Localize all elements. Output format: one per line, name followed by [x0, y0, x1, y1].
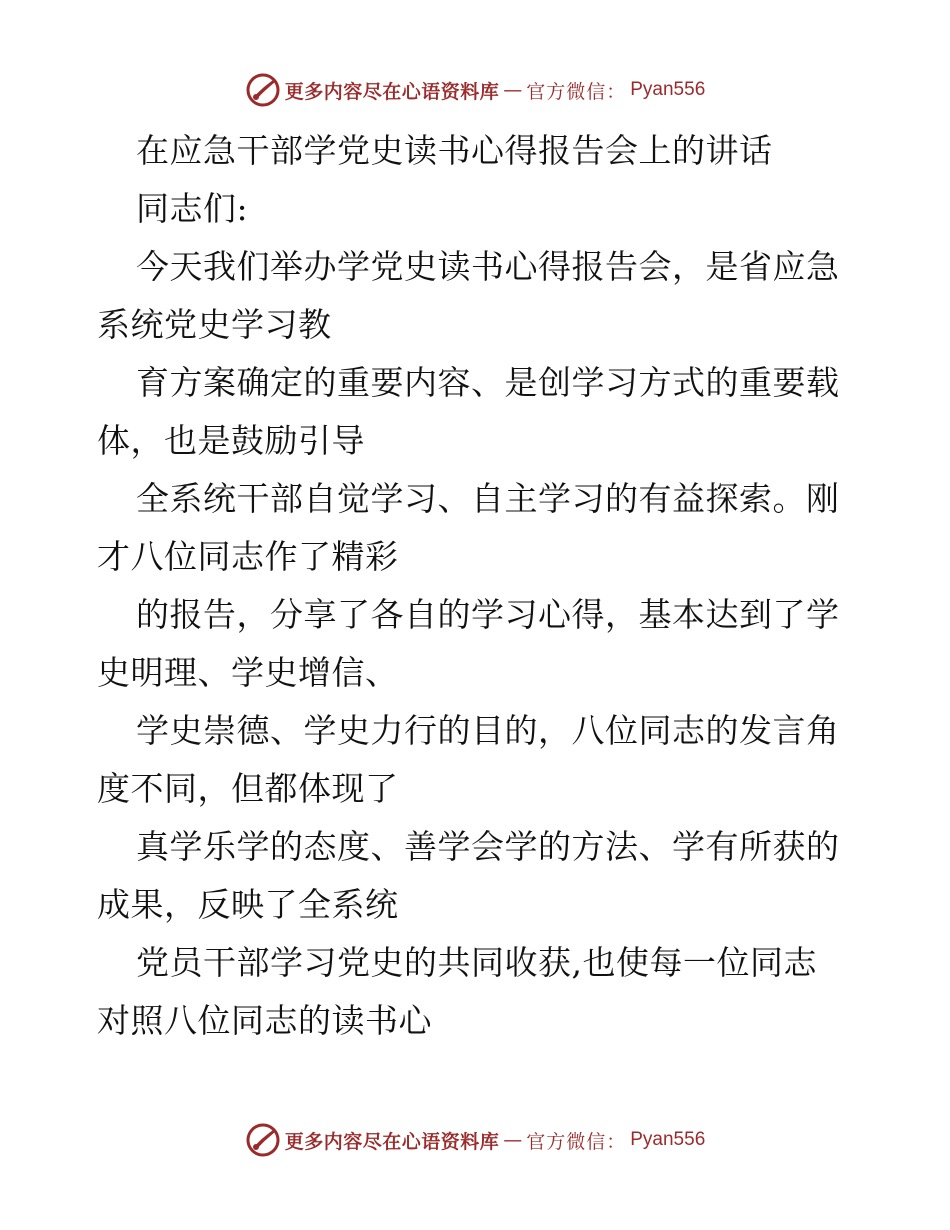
text-line: 体，也是鼓励引导: [97, 421, 365, 460]
text-line: 真学乐学的态度、善学会学的方法、学有所获的: [136, 827, 840, 866]
text-line: 度不同，但都体现了: [97, 769, 399, 808]
banner-account: Pyan556: [630, 79, 706, 100]
text-line: 的报告，分享了各自的学习心得，基本达到了学: [136, 595, 840, 634]
banner-main-text: 更多内容尽在心语资料库: [284, 80, 500, 103]
banner-sub-text: 官方微信：: [526, 1130, 627, 1153]
banner-dash: —: [503, 1129, 523, 1151]
document-title: 在应急干部学党史读书心得报告会上的讲话: [136, 131, 773, 170]
banner-main-text: 更多内容尽在心语资料库: [284, 1130, 500, 1153]
salutation: 同志们:: [136, 189, 249, 228]
text-line: 系统党史学习教: [97, 305, 332, 344]
brush-logo-icon: [245, 72, 281, 108]
text-line: 才八位同志作了精彩: [97, 537, 399, 576]
text-line: 党员干部学习党史的共同收获,也使每一位同志: [136, 943, 817, 982]
footer-banner: [0, 1120, 950, 1160]
text-line: 今天我们举办学党史读书心得报告会，是省应急: [136, 247, 840, 286]
text-line: 学史崇德、学史力行的目的，八位同志的发言角: [136, 711, 840, 750]
text-line: 育方案确定的重要内容、是创学习方式的重要载: [136, 363, 840, 402]
header-banner: [0, 70, 950, 110]
banner-sub-text: 官方微信：: [526, 80, 627, 103]
text-line: 对照八位同志的读书心: [97, 1001, 432, 1040]
text-line: 成果，反映了全系统: [97, 885, 399, 924]
banner-dash: —: [503, 79, 523, 101]
text-line: 全系统干部自觉学习、自主学习的有益探索。刚: [136, 479, 840, 518]
text-line: 史明理、学史增信、: [97, 653, 399, 692]
document-body: [97, 122, 857, 1050]
banner-account: Pyan556: [630, 1129, 706, 1150]
brush-logo-icon: [245, 1122, 281, 1158]
